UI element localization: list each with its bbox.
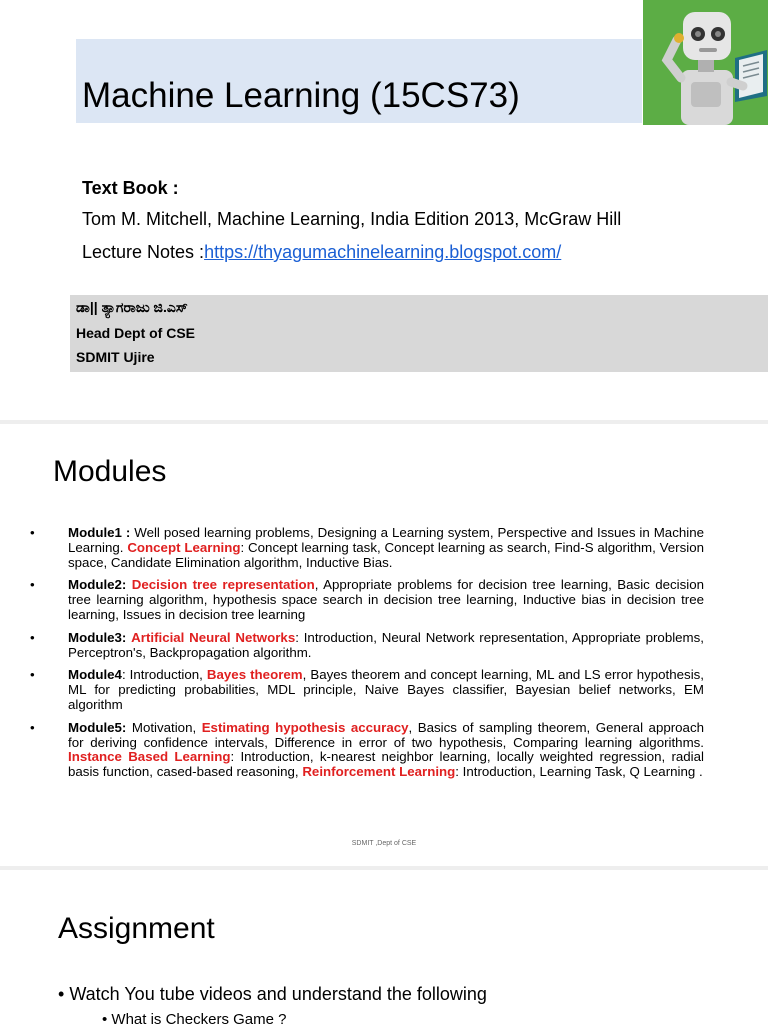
module-topic: Reinforcement Learning: [302, 764, 456, 780]
module-text: , Appropriate problems for decision tree learning, Basic decision tree learning algorithm, hypothesis space search in decision tree learning, Inductive bias in decision tree learning, Issues in decision tree learning: [68, 577, 705, 622]
list-item: [30, 526, 704, 570]
list-item: [30, 631, 704, 661]
slide-divider: [0, 420, 768, 424]
assignment-bullet: • Watch You tube videos and understand the following: [58, 984, 487, 1004]
module-text: , Bayes theorem and concept learning, ML and LS error hypothesis, ML for predicting probabilities, MDL principle, Naive Bayes classifier, Bayesian belief networks, EM algorithm: [68, 667, 704, 712]
author-organization: SDMIT Ujire: [76, 349, 155, 365]
author-name: ಡಾ|| ತ್ಯಾಗರಾಜು ಜಿ.ಎಸ್: [76, 299, 188, 315]
module-text: : Introduction,: [121, 667, 207, 683]
module-topic: Estimating hypothesis accuracy: [201, 719, 409, 735]
list-item: [30, 578, 704, 622]
lecture-notes-link[interactable]: https://thyagumachinelearning.blogspot.com/: [204, 242, 562, 262]
module-topic: Decision tree representation: [131, 577, 315, 593]
module-text: : Concept learning task, Concept learning as search, Find-S algorithm, Version space, Candidate Elimination algorithm, Inductive Bias.: [68, 539, 704, 570]
list-item: [30, 668, 704, 712]
bullet: •: [30, 525, 35, 540]
list-item: [30, 721, 704, 780]
assignment-title: Assignment: [58, 912, 215, 945]
module-text: Well posed learning problems, Designing a Learning system, Perspective and Issues in Machine Learning.: [68, 525, 704, 555]
textbook-label: Text Book :: [82, 178, 179, 198]
bullet: •: [30, 577, 35, 593]
lecture-notes: [82, 242, 561, 263]
module-text: : Introduction, Learning Task, Q Learning .: [455, 764, 703, 780]
robot-reading-icon: [643, 0, 768, 125]
slide-divider: [0, 866, 768, 870]
assignment-subtext: What is Checkers Game ?: [111, 1011, 287, 1028]
module-label: Module5:: [68, 719, 127, 735]
module-topic: Concept Learning: [127, 539, 241, 555]
module-topic: Bayes theorem: [206, 667, 303, 683]
module-text: : Introduction, Neural Network representation, Appropriate problems, Perceptron's, Backpropagation algorithm.: [68, 629, 704, 660]
title-slide: [0, 0, 768, 420]
module-text: : Introduction, k-nearest neighbor learning, locally weighted regression, radial basis function, cased-based reasoning,: [68, 749, 704, 780]
module-text: Motivation,: [126, 719, 202, 735]
slide-footer: SDMIT ,Dept of CSE: [351, 840, 417, 847]
page-title: Machine Learning (15CS73): [82, 76, 520, 115]
module-label: Module4: [68, 667, 122, 683]
textbook-reference: Tom M. Mitchell, Machine Learning, India Edition 2013, McGraw Hill: [82, 209, 622, 229]
module-text: , Basics of sampling theorem, General approach for deriving confidence intervals, Difference in error of two hypothesis, Comparing learning algorithms.: [68, 719, 704, 750]
assignment-subbullet: • What is Checkers Game ?: [102, 1011, 287, 1028]
module-label: Module2:: [68, 577, 127, 593]
bullet: •: [30, 629, 35, 645]
module-label: Module1 :: [68, 525, 131, 540]
module-label: Module3:: [68, 629, 127, 645]
module-topic: Artificial Neural Networks: [131, 629, 296, 645]
module-topic: Instance Based Learning: [68, 749, 231, 765]
assignment-text: Watch You tube videos and understand the following: [69, 984, 487, 1004]
modules-title: Modules: [53, 455, 167, 488]
bullet: •: [30, 667, 35, 683]
modules-list: [30, 526, 704, 788]
lecture-notes-label: Lecture Notes :: [82, 242, 205, 262]
bullet: •: [30, 719, 35, 735]
author-role: Head Dept of CSE: [76, 325, 196, 341]
